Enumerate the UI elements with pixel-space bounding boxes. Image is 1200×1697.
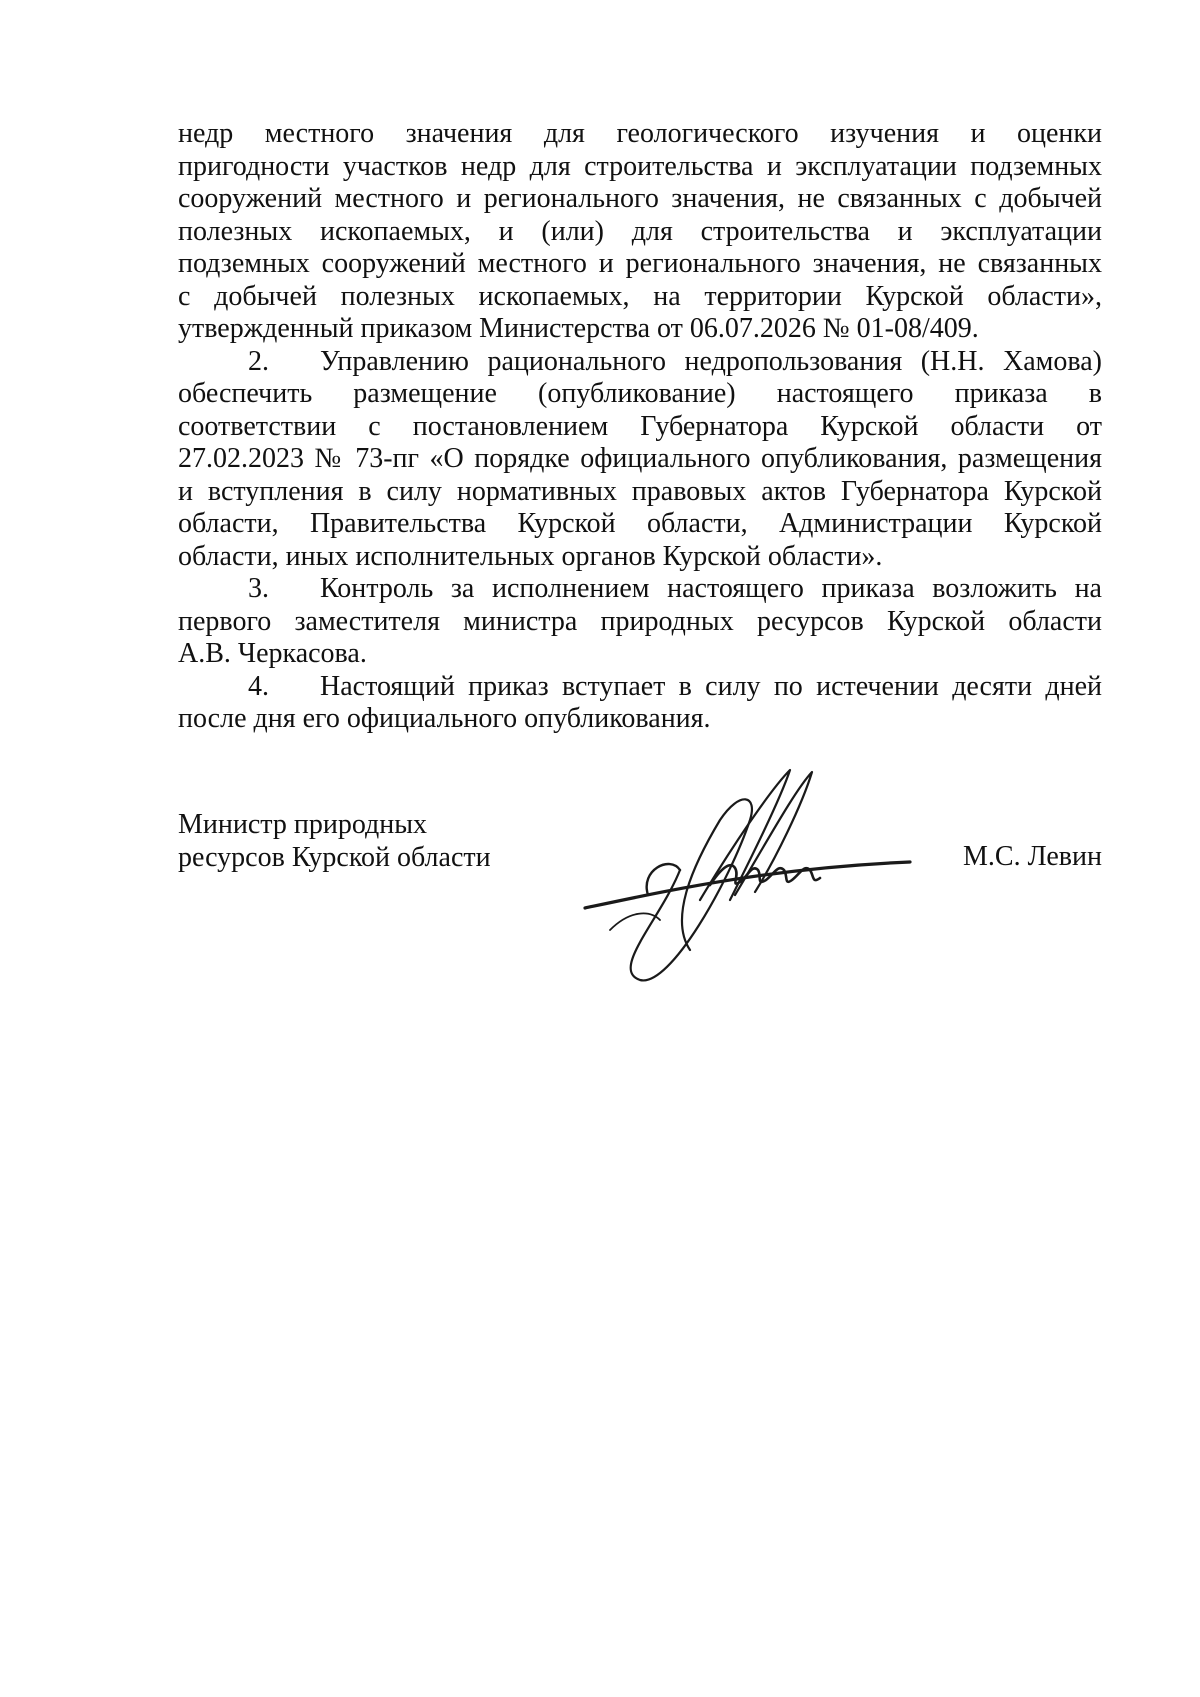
paragraph-line: обеспечить размещение (опубликование) настоящего приказа в — [178, 378, 1102, 409]
paragraph-line: недр местного значения для геологического изучения и оценки — [178, 118, 1102, 149]
paragraph-line: и вступления в силу нормативных правовых актов Губернатора Курской — [178, 475, 1102, 507]
paragraph-line: 27.02.2023 № 73-пг «О порядке официального опубликования, размещения — [178, 443, 1102, 474]
signer-name: М.С. Левин — [963, 841, 1102, 872]
item-number: 4. — [248, 670, 269, 702]
signature-drawing — [580, 760, 920, 990]
paragraph-line: области, иных исполнительных органов Курской области». — [178, 540, 883, 572]
item-4-first-line — [178, 671, 1102, 704]
paragraph-line: после дня его официального опубликования. — [178, 703, 711, 734]
item-3-first-line — [178, 573, 1102, 606]
signer-position-line-2: ресурсов Курской области — [178, 842, 491, 873]
paragraph-line: утвержденный приказом Министерства от 06.07.2026 № 01-08/409. — [178, 313, 979, 344]
signer-position-line-1: Министр природных — [178, 809, 428, 840]
handwritten-signature — [580, 760, 920, 990]
item-2-first-line — [178, 346, 1102, 379]
paragraph-line: первого заместителя министра природных ресурсов Курской области — [178, 605, 1102, 637]
paragraph-line: соответствии с постановлением Губернатора Курской области от — [178, 410, 1102, 442]
document-body — [178, 118, 1102, 736]
signature-stroke — [631, 799, 752, 980]
item-text: Контроль за исполнением настоящего приказа возложить на — [320, 573, 1102, 604]
paragraph-line: пригодности участков недр для строительства и эксплуатации подземных — [178, 150, 1102, 182]
signature-stroke — [585, 862, 910, 908]
item-text: Управлению рационального недропользования (Н.Н. Хамова) — [320, 345, 1102, 377]
paragraph-line: А.В. Черкасова. — [178, 638, 367, 669]
item-number: 2. — [248, 345, 269, 377]
paragraph-line: полезных ископаемых, и (или) для строительства и эксплуатации — [178, 215, 1102, 247]
item-text: Настоящий приказ вступает в силу по истечении десяти дней — [320, 670, 1102, 702]
paragraph-line: с добычей полезных ископаемых, на территории Курской области», — [178, 280, 1102, 312]
paragraph-line: области, Правительства Курской области, Администрации Курской — [178, 508, 1102, 539]
paragraph-line: сооружений местного и регионального значения, не связанных с добычей — [178, 183, 1102, 214]
paragraph-line: подземных сооружений местного и регионального значения, не связанных — [178, 248, 1102, 279]
signer-position — [178, 808, 538, 874]
item-number: 3. — [248, 573, 269, 604]
